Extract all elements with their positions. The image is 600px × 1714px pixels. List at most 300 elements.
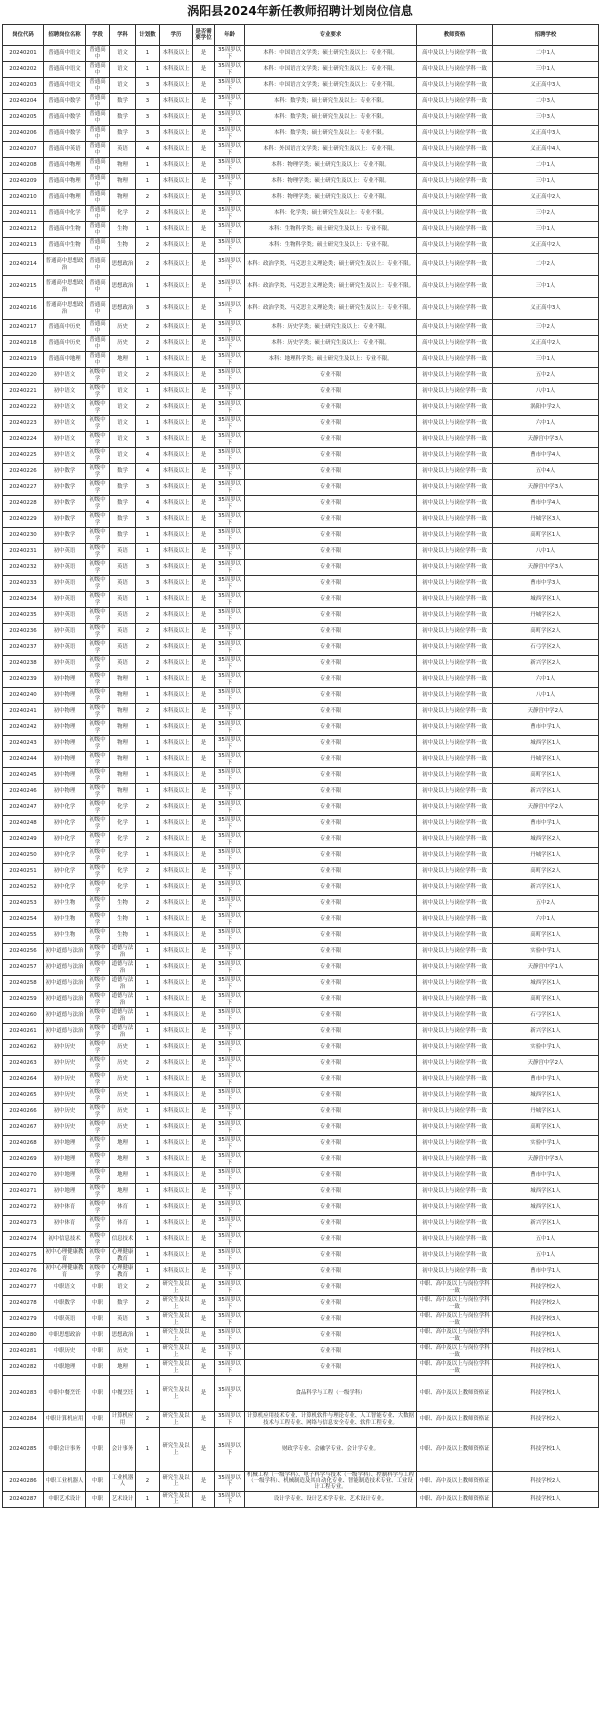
- cell-school: 三中1人: [493, 352, 599, 368]
- table-row: [3, 1024, 599, 1040]
- cell-stage: 初级中学: [86, 896, 110, 912]
- table-row: [3, 448, 599, 464]
- cell-stage: 初级中学: [86, 1216, 110, 1232]
- cell-stage: 初级中学: [86, 1120, 110, 1136]
- cell-school: 新兴学区1人: [493, 880, 599, 896]
- table-row: [3, 912, 599, 928]
- cell-school: 三中1人: [493, 62, 599, 78]
- cell-stage: 初级中学: [86, 1040, 110, 1056]
- cell-stage: 初级中学: [86, 864, 110, 880]
- cell-count: 1: [136, 1248, 160, 1264]
- cell-qualification: 初中及以上与岗位学科一致: [417, 1264, 493, 1280]
- cell-education: 本科及以上: [160, 206, 193, 222]
- cell-age: 35周岁以下: [215, 592, 245, 608]
- cell-subject: 思想政治: [110, 1328, 136, 1344]
- cell-count: 1: [136, 848, 160, 864]
- cell-post-name: 普通高中语文: [44, 62, 86, 78]
- table-row: [3, 254, 599, 276]
- cell-age: 35周岁以下: [215, 992, 245, 1008]
- table-row: [3, 848, 599, 864]
- cell-stage: 初级中学: [86, 800, 110, 816]
- cell-age: 35周岁以下: [215, 768, 245, 784]
- cell-subject: 思想政治: [110, 298, 136, 320]
- cell-count: 1: [136, 1120, 160, 1136]
- cell-subject: 英语: [110, 640, 136, 656]
- cell-degree: 是: [193, 640, 215, 656]
- cell-qualification: 初中及以上与岗位学科一致: [417, 544, 493, 560]
- table-row: [3, 624, 599, 640]
- cell-post-name: 初中物理: [44, 784, 86, 800]
- cell-major: 专业不限: [245, 1088, 417, 1104]
- table-row: [3, 1264, 599, 1280]
- cell-school: 城西学区1人: [493, 1088, 599, 1104]
- cell-count: 3: [136, 110, 160, 126]
- cell-degree: 是: [193, 1216, 215, 1232]
- cell-stage: 普通高中: [86, 206, 110, 222]
- cell-stage: 初级中学: [86, 1136, 110, 1152]
- cell-major: 专业不限: [245, 384, 417, 400]
- cell-code: 20240224: [3, 432, 44, 448]
- cell-subject: 历史: [110, 336, 136, 352]
- cell-age: 35周岁以下: [215, 298, 245, 320]
- cell-education: 本科及以上: [160, 912, 193, 928]
- table-row: [3, 576, 599, 592]
- cell-education: 本科及以上: [160, 976, 193, 992]
- cell-post-name: 中职历史: [44, 1344, 86, 1360]
- cell-count: 1: [136, 1184, 160, 1200]
- cell-qualification: 初中及以上与岗位学科一致: [417, 432, 493, 448]
- cell-qualification: 高中及以上与岗位学科一致: [417, 62, 493, 78]
- cell-school: 八中1人: [493, 688, 599, 704]
- cell-subject: 语文: [110, 62, 136, 78]
- cell-education: 本科及以上: [160, 656, 193, 672]
- cell-degree: 是: [193, 976, 215, 992]
- cell-education: 本科及以上: [160, 1088, 193, 1104]
- cell-code: 20240226: [3, 464, 44, 480]
- table-row: [3, 1491, 599, 1507]
- table-row: [3, 1056, 599, 1072]
- cell-subject: 物理: [110, 720, 136, 736]
- cell-education: 本科及以上: [160, 1120, 193, 1136]
- cell-school: 天静宫中学1人: [493, 960, 599, 976]
- cell-code: 20240237: [3, 640, 44, 656]
- cell-code: 20240220: [3, 368, 44, 384]
- cell-count: 2: [136, 1412, 160, 1428]
- cell-subject: 地理: [110, 1136, 136, 1152]
- cell-count: 2: [136, 320, 160, 336]
- header-qualification: 教师资格: [417, 25, 493, 46]
- cell-count: 1: [136, 960, 160, 976]
- table-row: [3, 512, 599, 528]
- cell-degree: 是: [193, 1232, 215, 1248]
- table-row: [3, 768, 599, 784]
- cell-post-name: 初中英语: [44, 544, 86, 560]
- cell-education: 本科及以上: [160, 222, 193, 238]
- cell-post-name: 初中历史: [44, 1104, 86, 1120]
- cell-code: 20240248: [3, 816, 44, 832]
- cell-stage: 中职: [86, 1280, 110, 1296]
- cell-subject: 数学: [110, 512, 136, 528]
- table-row: [3, 78, 599, 94]
- cell-school: 新兴学区1人: [493, 784, 599, 800]
- cell-degree: 是: [193, 238, 215, 254]
- cell-age: 35周岁以下: [215, 1312, 245, 1328]
- cell-count: 2: [136, 832, 160, 848]
- cell-qualification: 中职、高中及以上与岗位学科一致: [417, 1296, 493, 1312]
- cell-count: 1: [136, 928, 160, 944]
- cell-school: 曹市中学1人: [493, 1264, 599, 1280]
- cell-school: 曹市中学4人: [493, 448, 599, 464]
- cell-major: 专业不限: [245, 624, 417, 640]
- cell-major: 专业不限: [245, 784, 417, 800]
- cell-age: 35周岁以下: [215, 944, 245, 960]
- cell-count: 1: [136, 46, 160, 62]
- cell-count: 3: [136, 480, 160, 496]
- cell-stage: 普通高中: [86, 110, 110, 126]
- table-row: [3, 320, 599, 336]
- cell-subject: 英语: [110, 624, 136, 640]
- cell-subject: 英语: [110, 608, 136, 624]
- table-row: [3, 1328, 599, 1344]
- cell-degree: 是: [193, 1328, 215, 1344]
- cell-education: 研究生及以上: [160, 1376, 193, 1412]
- cell-post-name: 初中心理健康教育: [44, 1264, 86, 1280]
- cell-subject: 生物: [110, 928, 136, 944]
- cell-stage: 普通高中: [86, 320, 110, 336]
- cell-major: 专业不限: [245, 1152, 417, 1168]
- cell-subject: 会计事务: [110, 1428, 136, 1472]
- table-row: [3, 206, 599, 222]
- cell-count: 1: [136, 912, 160, 928]
- cell-school: 科技学校2人: [493, 1296, 599, 1312]
- cell-count: 1: [136, 1168, 160, 1184]
- cell-school: 天静宫中学3人: [493, 560, 599, 576]
- cell-degree: 是: [193, 142, 215, 158]
- cell-code: 20240266: [3, 1104, 44, 1120]
- cell-degree: 是: [193, 352, 215, 368]
- table-row: [3, 1136, 599, 1152]
- cell-age: 35周岁以下: [215, 352, 245, 368]
- cell-education: 本科及以上: [160, 78, 193, 94]
- cell-code: 20240264: [3, 1072, 44, 1088]
- cell-major: 专业不限: [245, 1248, 417, 1264]
- cell-degree: 是: [193, 1104, 215, 1120]
- cell-subject: 语文: [110, 384, 136, 400]
- table-row: [3, 960, 599, 976]
- table-row: [3, 464, 599, 480]
- cell-education: 本科及以上: [160, 1040, 193, 1056]
- cell-subject: 道德与法治: [110, 960, 136, 976]
- cell-age: 35周岁以下: [215, 896, 245, 912]
- cell-post-name: 普通高中物理: [44, 158, 86, 174]
- cell-major: 专业不限: [245, 656, 417, 672]
- cell-stage: 初级中学: [86, 976, 110, 992]
- cell-education: 研究生及以上: [160, 1296, 193, 1312]
- cell-post-name: 普通高中数学: [44, 126, 86, 142]
- cell-post-name: 初中英语: [44, 560, 86, 576]
- cell-school: 天静宫中学3人: [493, 480, 599, 496]
- cell-major: 专业不限: [245, 736, 417, 752]
- cell-qualification: 中职、高中及以上教师资格证: [417, 1412, 493, 1428]
- cell-degree: 是: [193, 864, 215, 880]
- cell-degree: 是: [193, 880, 215, 896]
- cell-major: 本科：物理学类；硕士研究生及以上：专业不限。: [245, 158, 417, 174]
- cell-major: 专业不限: [245, 448, 417, 464]
- cell-degree: 是: [193, 576, 215, 592]
- cell-post-name: 普通高中地理: [44, 352, 86, 368]
- cell-stage: 初级中学: [86, 544, 110, 560]
- cell-stage: 初级中学: [86, 384, 110, 400]
- table-row: [3, 276, 599, 298]
- cell-age: 35周岁以下: [215, 832, 245, 848]
- cell-school: 八中1人: [493, 384, 599, 400]
- cell-count: 1: [136, 880, 160, 896]
- cell-post-name: 中职计算机应用: [44, 1412, 86, 1428]
- cell-degree: 是: [193, 1152, 215, 1168]
- cell-code: 20240277: [3, 1280, 44, 1296]
- cell-degree: 是: [193, 384, 215, 400]
- cell-code: 20240238: [3, 656, 44, 672]
- cell-code: 20240242: [3, 720, 44, 736]
- cell-major: 专业不限: [245, 960, 417, 976]
- cell-subject: 地理: [110, 1152, 136, 1168]
- cell-qualification: 中职、高中及以上与岗位学科一致: [417, 1280, 493, 1296]
- cell-age: 35周岁以下: [215, 158, 245, 174]
- cell-qualification: 高中及以上与岗位学科一致: [417, 94, 493, 110]
- cell-post-name: 普通高中语文: [44, 78, 86, 94]
- cell-major: 专业不限: [245, 592, 417, 608]
- cell-education: 本科及以上: [160, 1264, 193, 1280]
- cell-qualification: 高中及以上与岗位学科一致: [417, 206, 493, 222]
- cell-subject: 地理: [110, 1168, 136, 1184]
- cell-degree: 是: [193, 1056, 215, 1072]
- cell-education: 本科及以上: [160, 142, 193, 158]
- table-row: [3, 736, 599, 752]
- cell-qualification: 初中及以上与岗位学科一致: [417, 864, 493, 880]
- cell-school: 三中2人: [493, 206, 599, 222]
- cell-post-name: 初中物理: [44, 720, 86, 736]
- cell-age: 35周岁以下: [215, 1344, 245, 1360]
- cell-code: 20240249: [3, 832, 44, 848]
- cell-degree: 是: [193, 416, 215, 432]
- cell-qualification: 初中及以上与岗位学科一致: [417, 832, 493, 848]
- cell-major: 专业不限: [245, 1072, 417, 1088]
- cell-major: 本科：历史学类；硕士研究生及以上：专业不限。: [245, 336, 417, 352]
- cell-subject: 英语: [110, 544, 136, 560]
- cell-subject: 历史: [110, 1344, 136, 1360]
- cell-post-name: 初中化学: [44, 832, 86, 848]
- cell-age: 35周岁以下: [215, 336, 245, 352]
- cell-post-name: 初中英语: [44, 592, 86, 608]
- cell-code: 20240229: [3, 512, 44, 528]
- cell-count: 1: [136, 1072, 160, 1088]
- cell-count: 2: [136, 238, 160, 254]
- cell-major: 专业不限: [245, 1136, 417, 1152]
- cell-subject: 语文: [110, 46, 136, 62]
- cell-subject: 化学: [110, 800, 136, 816]
- cell-age: 35周岁以下: [215, 912, 245, 928]
- cell-education: 本科及以上: [160, 688, 193, 704]
- cell-stage: 初级中学: [86, 640, 110, 656]
- cell-post-name: 初中物理: [44, 768, 86, 784]
- cell-stage: 初级中学: [86, 1200, 110, 1216]
- cell-count: 3: [136, 1312, 160, 1328]
- cell-count: 1: [136, 276, 160, 298]
- cell-code: 20240212: [3, 222, 44, 238]
- cell-education: 研究生及以上: [160, 1312, 193, 1328]
- cell-degree: 是: [193, 432, 215, 448]
- cell-school: 天静宫中学3人: [493, 1152, 599, 1168]
- cell-school: 天静宫中学2人: [493, 1056, 599, 1072]
- cell-school: 丹城学区1人: [493, 1104, 599, 1120]
- cell-school: 义正高中2人: [493, 336, 599, 352]
- cell-qualification: 初中及以上与岗位学科一致: [417, 464, 493, 480]
- cell-age: 35周岁以下: [215, 448, 245, 464]
- cell-qualification: 初中及以上与岗位学科一致: [417, 848, 493, 864]
- cell-school: 五中2人: [493, 368, 599, 384]
- cell-degree: 是: [193, 1472, 215, 1492]
- cell-major: 专业不限: [245, 1104, 417, 1120]
- cell-education: 本科及以上: [160, 960, 193, 976]
- cell-age: 35周岁以下: [215, 1280, 245, 1296]
- cell-age: 35周岁以下: [215, 78, 245, 94]
- table-row: [3, 1168, 599, 1184]
- cell-count: 1: [136, 688, 160, 704]
- cell-code: 20240271: [3, 1184, 44, 1200]
- cell-school: 五中4人: [493, 464, 599, 480]
- cell-major: 专业不限: [245, 464, 417, 480]
- cell-qualification: 高中及以上与岗位学科一致: [417, 142, 493, 158]
- cell-age: 35周岁以下: [215, 46, 245, 62]
- cell-code: 20240227: [3, 480, 44, 496]
- cell-age: 35周岁以下: [215, 528, 245, 544]
- cell-major: 财政学专业、会融学专业、会计学专业。: [245, 1428, 417, 1472]
- cell-code: 20240280: [3, 1328, 44, 1344]
- table-row: [3, 1040, 599, 1056]
- cell-code: 20240239: [3, 672, 44, 688]
- cell-post-name: 初中生物: [44, 912, 86, 928]
- cell-age: 35周岁以下: [215, 736, 245, 752]
- cell-code: 20240256: [3, 944, 44, 960]
- cell-stage: 初级中学: [86, 752, 110, 768]
- cell-qualification: 初中及以上与岗位学科一致: [417, 1200, 493, 1216]
- cell-code: 20240203: [3, 78, 44, 94]
- cell-degree: 是: [193, 94, 215, 110]
- cell-subject: 物理: [110, 784, 136, 800]
- cell-qualification: 初中及以上与岗位学科一致: [417, 976, 493, 992]
- cell-qualification: 初中及以上与岗位学科一致: [417, 1232, 493, 1248]
- cell-count: 2: [136, 400, 160, 416]
- header-age: 年龄: [215, 25, 245, 46]
- cell-major: 机械工程（一级学科）、电子科学与技术（一级学科）、控制科学与工程（一级学科）、机械制造及其自动化专业、智能制造技术专业、工业设计工程专业。: [245, 1472, 417, 1492]
- cell-school: 义正高中2人: [493, 238, 599, 254]
- table-row: [3, 1088, 599, 1104]
- cell-stage: 初级中学: [86, 832, 110, 848]
- cell-stage: 初级中学: [86, 816, 110, 832]
- table-row: [3, 432, 599, 448]
- cell-qualification: 初中及以上与岗位学科一致: [417, 944, 493, 960]
- cell-qualification: 初中及以上与岗位学科一致: [417, 880, 493, 896]
- table-row: [3, 816, 599, 832]
- cell-age: 35周岁以下: [215, 544, 245, 560]
- cell-education: 本科及以上: [160, 992, 193, 1008]
- cell-school: 丹城学区1人: [493, 848, 599, 864]
- cell-post-name: 普通高中数学: [44, 110, 86, 126]
- cell-code: 20240258: [3, 976, 44, 992]
- cell-school: 科技学校3人: [493, 1312, 599, 1328]
- cell-major: 专业不限: [245, 912, 417, 928]
- cell-stage: 初级中学: [86, 960, 110, 976]
- cell-stage: 初级中学: [86, 448, 110, 464]
- cell-post-name: 中职中餐烹饪: [44, 1376, 86, 1412]
- cell-age: 35周岁以下: [215, 672, 245, 688]
- cell-code: 20240254: [3, 912, 44, 928]
- cell-count: 1: [136, 1136, 160, 1152]
- cell-code: 20240241: [3, 704, 44, 720]
- table-row: [3, 640, 599, 656]
- cell-education: 研究生及以上: [160, 1428, 193, 1472]
- cell-code: 20240208: [3, 158, 44, 174]
- cell-education: 本科及以上: [160, 480, 193, 496]
- cell-degree: 是: [193, 1344, 215, 1360]
- cell-code: 20240221: [3, 384, 44, 400]
- table-row: [3, 1104, 599, 1120]
- cell-code: 20240247: [3, 800, 44, 816]
- cell-code: 20240285: [3, 1428, 44, 1472]
- cell-education: 本科及以上: [160, 174, 193, 190]
- cell-subject: 语文: [110, 416, 136, 432]
- cell-school: 三中1人: [493, 222, 599, 238]
- cell-code: 20240278: [3, 1296, 44, 1312]
- cell-post-name: 初中化学: [44, 800, 86, 816]
- cell-age: 35周岁以下: [215, 464, 245, 480]
- cell-post-name: 中职地理: [44, 1360, 86, 1376]
- cell-education: 本科及以上: [160, 1200, 193, 1216]
- cell-education: 研究生及以上: [160, 1328, 193, 1344]
- cell-major: 食品科学与工程（一级学科）: [245, 1376, 417, 1412]
- cell-qualification: 初中及以上与岗位学科一致: [417, 704, 493, 720]
- cell-qualification: 初中及以上与岗位学科一致: [417, 560, 493, 576]
- cell-subject: 艺术设计: [110, 1491, 136, 1507]
- table-row: [3, 1280, 599, 1296]
- cell-code: 20240222: [3, 400, 44, 416]
- cell-degree: 是: [193, 62, 215, 78]
- cell-school: 六中1人: [493, 912, 599, 928]
- cell-count: 1: [136, 720, 160, 736]
- cell-post-name: 普通高中物理: [44, 174, 86, 190]
- cell-degree: 是: [193, 768, 215, 784]
- cell-post-name: 初中物理: [44, 704, 86, 720]
- cell-age: 35周岁以下: [215, 928, 245, 944]
- cell-subject: 英语: [110, 560, 136, 576]
- cell-stage: 初级中学: [86, 464, 110, 480]
- table-row: [3, 592, 599, 608]
- cell-education: 本科及以上: [160, 800, 193, 816]
- cell-age: 35周岁以下: [215, 368, 245, 384]
- cell-subject: 英语: [110, 592, 136, 608]
- cell-degree: 是: [193, 254, 215, 276]
- cell-code: 20240267: [3, 1120, 44, 1136]
- cell-subject: 地理: [110, 352, 136, 368]
- cell-degree: 是: [193, 896, 215, 912]
- cell-age: 35周岁以下: [215, 1072, 245, 1088]
- cell-post-name: 初中语文: [44, 432, 86, 448]
- cell-age: 35周岁以下: [215, 608, 245, 624]
- cell-count: 1: [136, 1491, 160, 1507]
- cell-major: 专业不限: [245, 400, 417, 416]
- cell-post-name: 初中英语: [44, 608, 86, 624]
- cell-school: 义正高中3人: [493, 126, 599, 142]
